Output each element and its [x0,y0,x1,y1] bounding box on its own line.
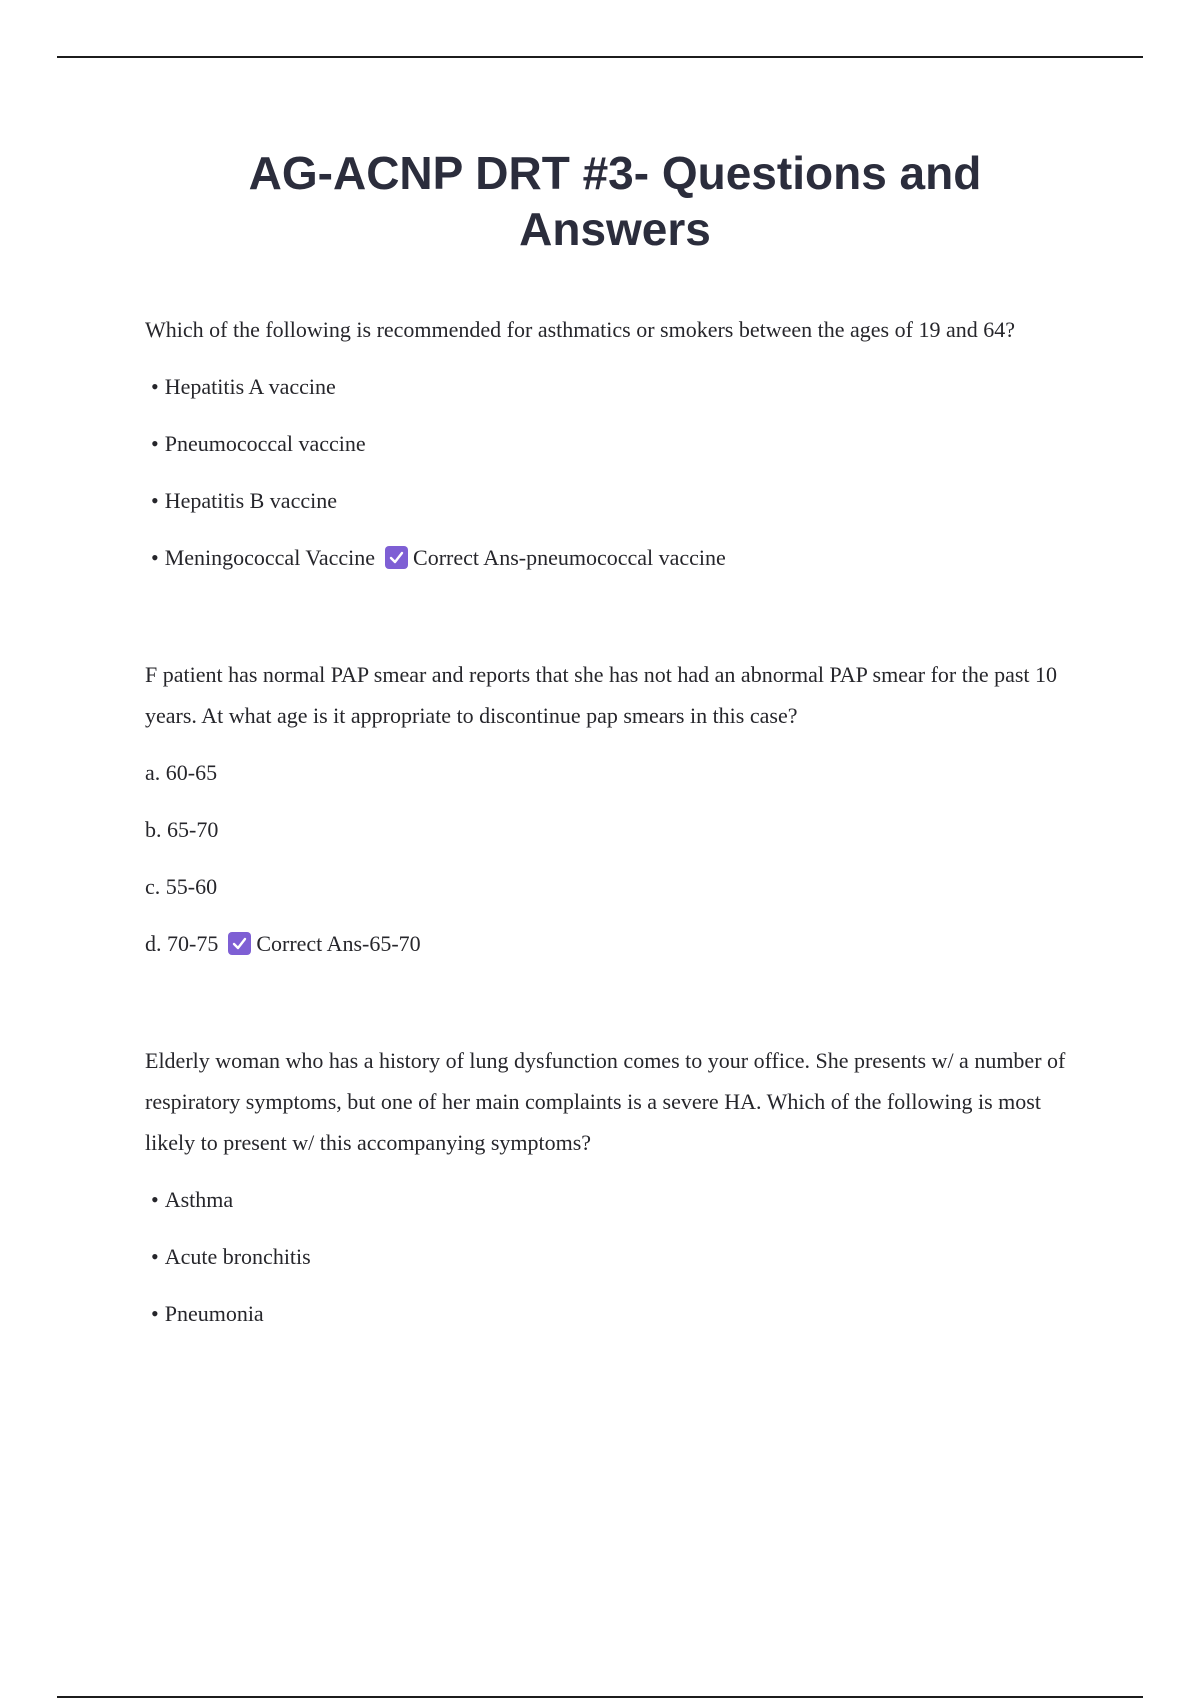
option-label: Pneumonia [164,1301,264,1326]
checked-box-icon [228,932,251,955]
option-label: Meningococcal Vaccine [164,545,376,570]
answer-option [145,923,1080,964]
bullet: • [151,488,159,513]
bullet: • [151,1301,159,1326]
option-label: Pneumococcal vaccine [164,431,366,456]
question-block [145,309,1080,578]
question-text: F patient has normal PAP smear and reports that she has not had an abnormal PAP smear for the past 10 years. At what age is it appropriate to discontinue pap smears in this case? [145,662,1058,728]
option-label: Hepatitis B vaccine [164,488,337,513]
option-label: Asthma [164,1187,234,1212]
answer-option [145,1293,1080,1334]
answer-option [145,809,1080,850]
question-text: Elderly woman who has a history of lung dysfunction comes to your office. She presents w/ a number of respiratory symptoms, but one of her main complaints is a severe HA. Which of the following is most likely to present w/ this accompanying symptoms? [145,1048,1066,1155]
answer-option [145,1236,1080,1277]
question-block [145,1040,1080,1334]
bottom-divider [57,1696,1143,1698]
option-label: c. 55-60 [145,874,218,899]
answer-option [145,423,1080,464]
option-label: a. 60-65 [145,760,218,785]
answer-option [145,866,1080,907]
option-label: b. 65-70 [145,817,219,842]
option-label: Acute bronchitis [164,1244,311,1269]
answer-option [145,366,1080,407]
correct-answer: Correct Ans-pneumococcal vaccine [413,545,726,570]
bullet: • [151,1244,159,1269]
question-text: Which of the following is recommended for asthmatics or smokers between the ages of 19 and 64? [145,317,1015,342]
answer-option [145,752,1080,793]
option-label: Hepatitis A vaccine [164,374,336,399]
question-block [145,654,1080,964]
option-label: d. 70-75 [145,931,219,956]
document-body [145,309,1080,1350]
answer-option [145,480,1080,521]
checked-box-icon [385,546,408,569]
top-divider [57,56,1143,58]
document-title: AG-ACNP DRT #3- Questions and Answers [248,147,982,255]
bullet: • [151,545,159,570]
answer-option [145,1179,1080,1220]
bullet: • [151,374,159,399]
bullet: • [151,1187,159,1212]
bullet: • [151,431,159,456]
correct-answer: Correct Ans-65-70 [256,931,421,956]
answer-option [145,537,1080,578]
